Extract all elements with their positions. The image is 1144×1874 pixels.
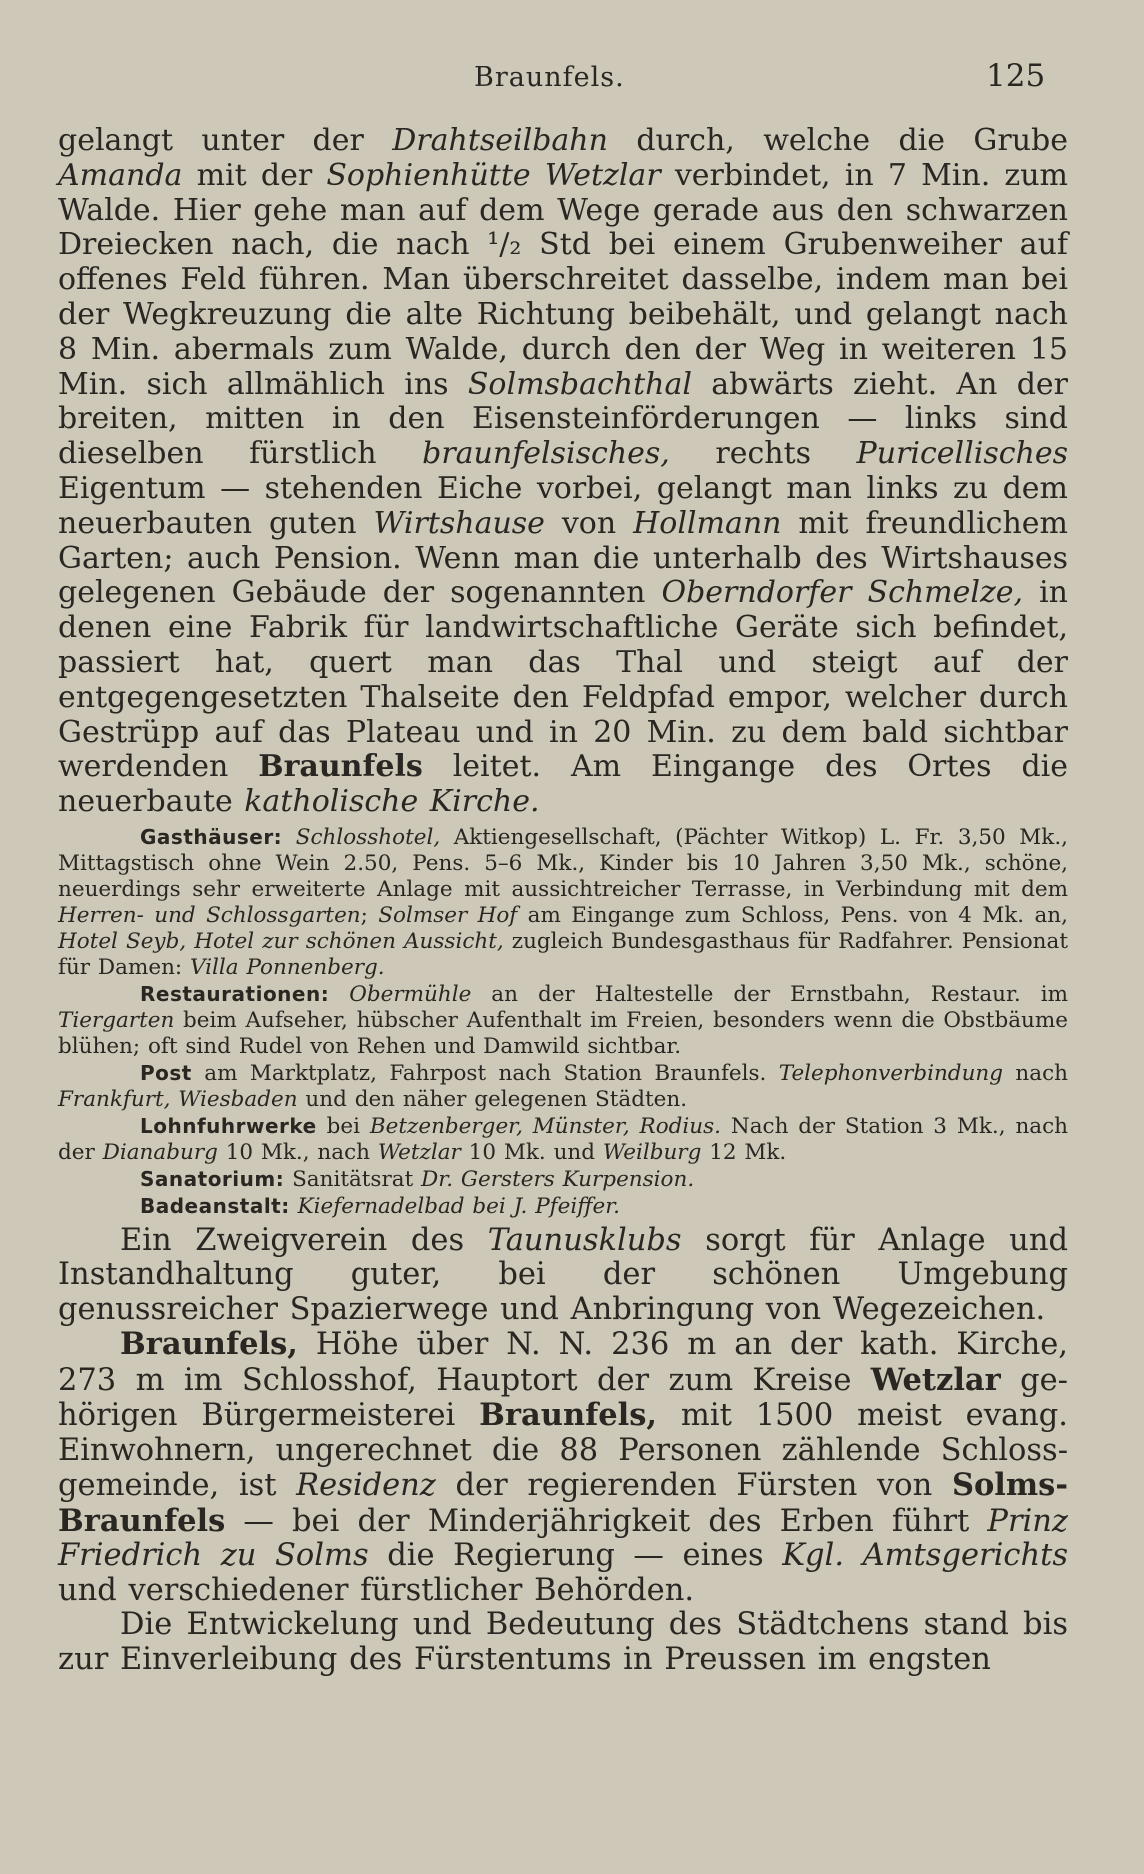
listing-badeanstalt: Badeanstalt: Kiefernadelbad bei J. Pfeiffer. xyxy=(140,1193,620,1219)
page-number: 125 xyxy=(986,58,1046,94)
page-body xyxy=(58,124,1068,1677)
listing-restaurationen: Restaurationen: Obermühle an der Haltestelle der Ernstbahn, Restaur. im Tiergarten beim Aufseher, hübscher Aufenthalt im Freien, besonders wenn die Obstbäume blühen; oft sind Rudel von Rehen und Damwild sichtbar. xyxy=(58,981,1068,1059)
listing-lohnfuhrwerke: Lohnfuhrwerke bei Betzenberger, Münster, Rodius. Nach der Station 3 Mk., nach der Dianaburg 10 Mk., nach Wetzlar 10 Mk. und Weilburg 12 Mk. xyxy=(58,1113,1068,1165)
paragraph-taunusklub: Ein Zweigverein des Taunusklubs sorgt für Anlage und Instandhaltung guter, bei der schönen Umgebung genussreicher Spazierwege und Anbringung von Wegezeichen. xyxy=(58,1222,1068,1327)
listing-gasthaeuser: Gasthäuser: Schlosshotel, Aktiengesellschaft, (Pächter Witkop) L. Fr. 3,50 Mk., Mittagstisch ohne Wein 2.50, Pens. 5–6 Mk., Kinder bis 10 Jahren 3,50 Mk., schöne, neuerdings sehr erweiterte Anlage mit aussichtreicher Terrasse, in Verbindung mit dem Herren- und Schlossgarten; Solmser Hof am Eingange zum Schloss, Pens. von 4 Mk. an, Hotel Seyb, Hotel zur schönen Aussicht, zugleich Bundesgasthaus für Radfahrer. Pensionat für Damen: Villa Ponnenberg. xyxy=(58,824,1068,980)
running-title: Braunfels. xyxy=(474,62,625,93)
listing-post: Post am Marktplatz, Fahrpost nach Station Braunfels. Telephonverbindung nach Frankfurt, Wiesbaden und den näher gelegenen Städten. xyxy=(58,1060,1068,1112)
paragraph-braunfels-description: Braunfels, Höhe über N. N. 236 m an der kath. Kirche, 273 m im Schlosshof, Hauptort der zum Kreise Wetzlar gehörigen Bürgermeisterei Braunfels, mit 1500 meist evang. Einwohnern, ungerechnet die 88 Personen zählende Schlossgemeinde, ist Residenz der regierenden Fürsten von Solms-Braunfels — bei der Minderjährigkeit des Erben führt Prinz Friedrich zu Solms die Regierung — eines Kgl. Amtsgerichts und verschiedener fürstlicher Behörden. xyxy=(58,1326,1069,1608)
page-header xyxy=(0,58,1144,98)
main-text-top xyxy=(58,124,1068,820)
paragraph-route-description: gelangt unter der Drahtseilbahn durch, welche die Grube Amanda mit der Sophienhütte Wetzlar verbindet, in 7 Min. zum Walde. Hier gehe man auf dem Wege gerade aus den schwarzen Dreiecken nach, die nach ¹/₂ Std bei einem Grubenweiher auf offenes Feld führen. Man überschreitet dasselbe, indem man bei der Wegkreuzung die alte Richtung beibehält, und gelangt nach 8 Min. abermals zum Walde, durch den der Weg in weiteren 15 Min. sich allmählich ins Solmsbachthal abwärts zieht. An der breiten, mitten in den Eisensteinförderungen — links sind dieselben fürstlich braunfelsisches, rechts Puricellisches Eigentum — stehenden Eiche vorbei, gelangt man links zu dem neuerbauten guten Wirtshause von Hollmann mit freundlichem Garten; auch Pension. Wenn man die unterhalb des Wirtshauses gelegenen Gebäude der sogenannten Oberndorfer Schmelze, in denen eine Fabrik für landwirtschaftliche Geräte sich befindet, passiert hat, quert man das Thal und steigt auf der entgegengesetzten Thalseite den Feldpfad empor, welcher durch Gestrüpp auf das Plateau und in 20 Min. zu dem bald sichtbar werdenden Braunfels leitet. Am Eingange des Ortes die neuerbaute katholische Kirche. xyxy=(58,123,1069,820)
main-text-bottom xyxy=(58,1224,1068,1678)
paragraph-entwickelung: Die Entwickelung und Bedeutung des Städtchens stand bis zur Einverleibung des Fürstentums in Preussen im engsten xyxy=(58,1607,1068,1677)
listing-sanatorium: Sanatorium: Sanitätsrat Dr. Gersters Kurpension. xyxy=(140,1166,695,1192)
listings-block xyxy=(58,824,1068,1220)
